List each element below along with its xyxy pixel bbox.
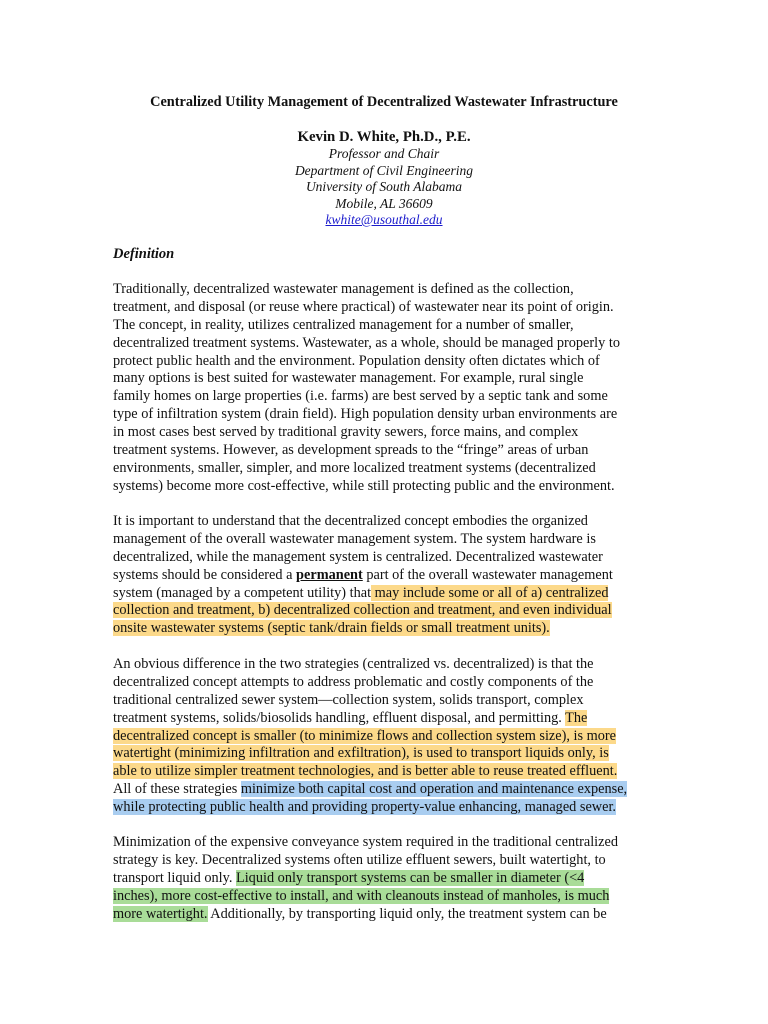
paragraph-line xyxy=(113,763,673,781)
paragraph-line xyxy=(113,888,673,906)
paragraph-line xyxy=(113,745,673,763)
highlight-blue: while protecting public health and providing property-value enhancing, managed sewer. xyxy=(113,799,617,816)
paragraph-line: strategy is key. Decentralized systems often utilize effluent sewers, built watertight, to xyxy=(113,851,606,868)
paragraph-line xyxy=(113,585,673,603)
paragraph-line xyxy=(113,620,673,638)
highlight-orange: decentralized concept is smaller (to minimize flows and collection system size), is more xyxy=(113,727,617,744)
paragraph-line: systems) become more cost-effective, while still protecting public and the environment. xyxy=(113,477,615,494)
paragraph-line xyxy=(113,870,673,888)
author-name: Kevin D. White, Ph.D., P.E. xyxy=(297,129,471,145)
paragraph-line xyxy=(113,906,673,924)
text-segment: part of the overall wastewater management xyxy=(362,566,613,583)
text-segment: system (managed by a competent utility) that xyxy=(113,584,372,601)
paragraph-line: protect public health and the environment. Population density often dictates which of xyxy=(113,352,600,369)
paragraph-line: traditional centralized sewer system—collection system, solids transport, complex xyxy=(113,691,584,708)
paragraph-line xyxy=(113,567,673,585)
paragraph-line xyxy=(113,799,673,817)
text-segment: transport liquid only. xyxy=(113,869,236,886)
paragraph-line: The concept, in reality, utilizes centralized management for a number of smaller, xyxy=(113,316,574,333)
paragraph-line: decentralized concept attempts to address problematic and costly components of the xyxy=(113,673,594,690)
paragraph-line xyxy=(113,728,673,746)
byline xyxy=(0,128,768,229)
paragraph-line: decentralized, while the management system is centralized. Decentralized wastewater xyxy=(113,548,603,565)
paragraph-line: treatment systems. However, as development spreads to the “fringe” areas of urban xyxy=(113,442,589,459)
paragraph-line: decentralized treatment systems. Wastewater, as a whole, should be managed properly to xyxy=(113,334,620,351)
paragraph-4 xyxy=(113,834,673,923)
section-heading: Definition xyxy=(113,246,175,262)
paragraph-line: environments, smaller, simpler, and more localized treatment systems (decentralized xyxy=(113,459,596,476)
highlight-orange: The xyxy=(565,709,588,726)
paragraph-line: family homes on large properties (i.e. farms) are best served by a septic tank and some xyxy=(113,388,608,405)
paragraph-line: Traditionally, decentralized wastewater management is defined as the collection, xyxy=(113,281,574,297)
author-university: University of South Alabama xyxy=(305,179,463,194)
author-location: Mobile, AL 36609 xyxy=(335,195,433,211)
author-email-link[interactable]: kwhite@usouthal.edu xyxy=(325,212,443,227)
highlight-orange: onsite wastewater systems (septic tank/drain fields or small treatment units). xyxy=(113,620,550,637)
text-segment: All of these strategies xyxy=(113,781,241,798)
text-segment: Additionally, by transporting liquid only, the treatment system can be xyxy=(207,905,607,922)
paragraph-line: It is important to understand that the decentralized concept embodies the organized xyxy=(113,513,588,529)
paragraph-line xyxy=(113,781,673,799)
highlight-green: inches), more cost-effective to install, and with cleanouts instead of manholes, is much xyxy=(113,887,610,904)
author-position: Professor and Chair xyxy=(328,146,440,161)
highlight-orange: watertight (minimizing infiltration and exfiltration), is used to transport liquids only, is xyxy=(113,745,609,762)
paragraph-line: treatment, and disposal (or reuse where practical) of wastewater near its point of origin. xyxy=(113,298,614,315)
paragraph-2 xyxy=(113,513,673,638)
paragraph-line xyxy=(113,710,673,728)
highlight-orange: able to utilize simpler treatment technologies, and is better able to reuse treated effluent. xyxy=(113,763,618,780)
text-segment: treatment systems, solids/biosolids handling, effluent disposal, and permitting. xyxy=(113,709,566,726)
emphasized-word: permanent xyxy=(296,566,363,583)
highlight-orange: collection and treatment, b) decentralized collection and treatment, and even individual xyxy=(113,602,612,619)
paragraph-line: many options is best suited for wastewater management. For example, rural single xyxy=(113,370,584,387)
author-department: Department of Civil Engineering xyxy=(294,162,474,178)
paragraph-3 xyxy=(113,656,673,817)
highlight-orange: may include some or all of a) centralized xyxy=(371,584,609,601)
paragraph-line: in most cases best served by traditional gravity sewers, force mains, and complex xyxy=(113,424,579,441)
document-title: Centralized Utility Management of Decentralized Wastewater Infrastructure xyxy=(150,94,618,110)
paragraph-line: management of the overall wastewater management system. The system hardware is xyxy=(113,530,596,547)
paragraph-line xyxy=(113,602,673,620)
paragraph-1 xyxy=(113,281,673,496)
paragraph-line: Minimization of the expensive conveyance system required in the traditional centralized xyxy=(113,834,618,850)
highlight-blue: minimize both capital cost and operation and maintenance expense, xyxy=(240,781,628,798)
paragraph-line: An obvious difference in the two strategies (centralized vs. decentralized) is that the xyxy=(113,656,594,672)
text-segment: systems should be considered a xyxy=(113,566,297,583)
highlight-green: more watertight. xyxy=(113,905,208,922)
highlight-green: Liquid only transport systems can be smaller in diameter (<4 xyxy=(235,869,585,886)
paragraph-line: type of infiltration system (drain field). High population density urban environments are xyxy=(113,406,618,423)
